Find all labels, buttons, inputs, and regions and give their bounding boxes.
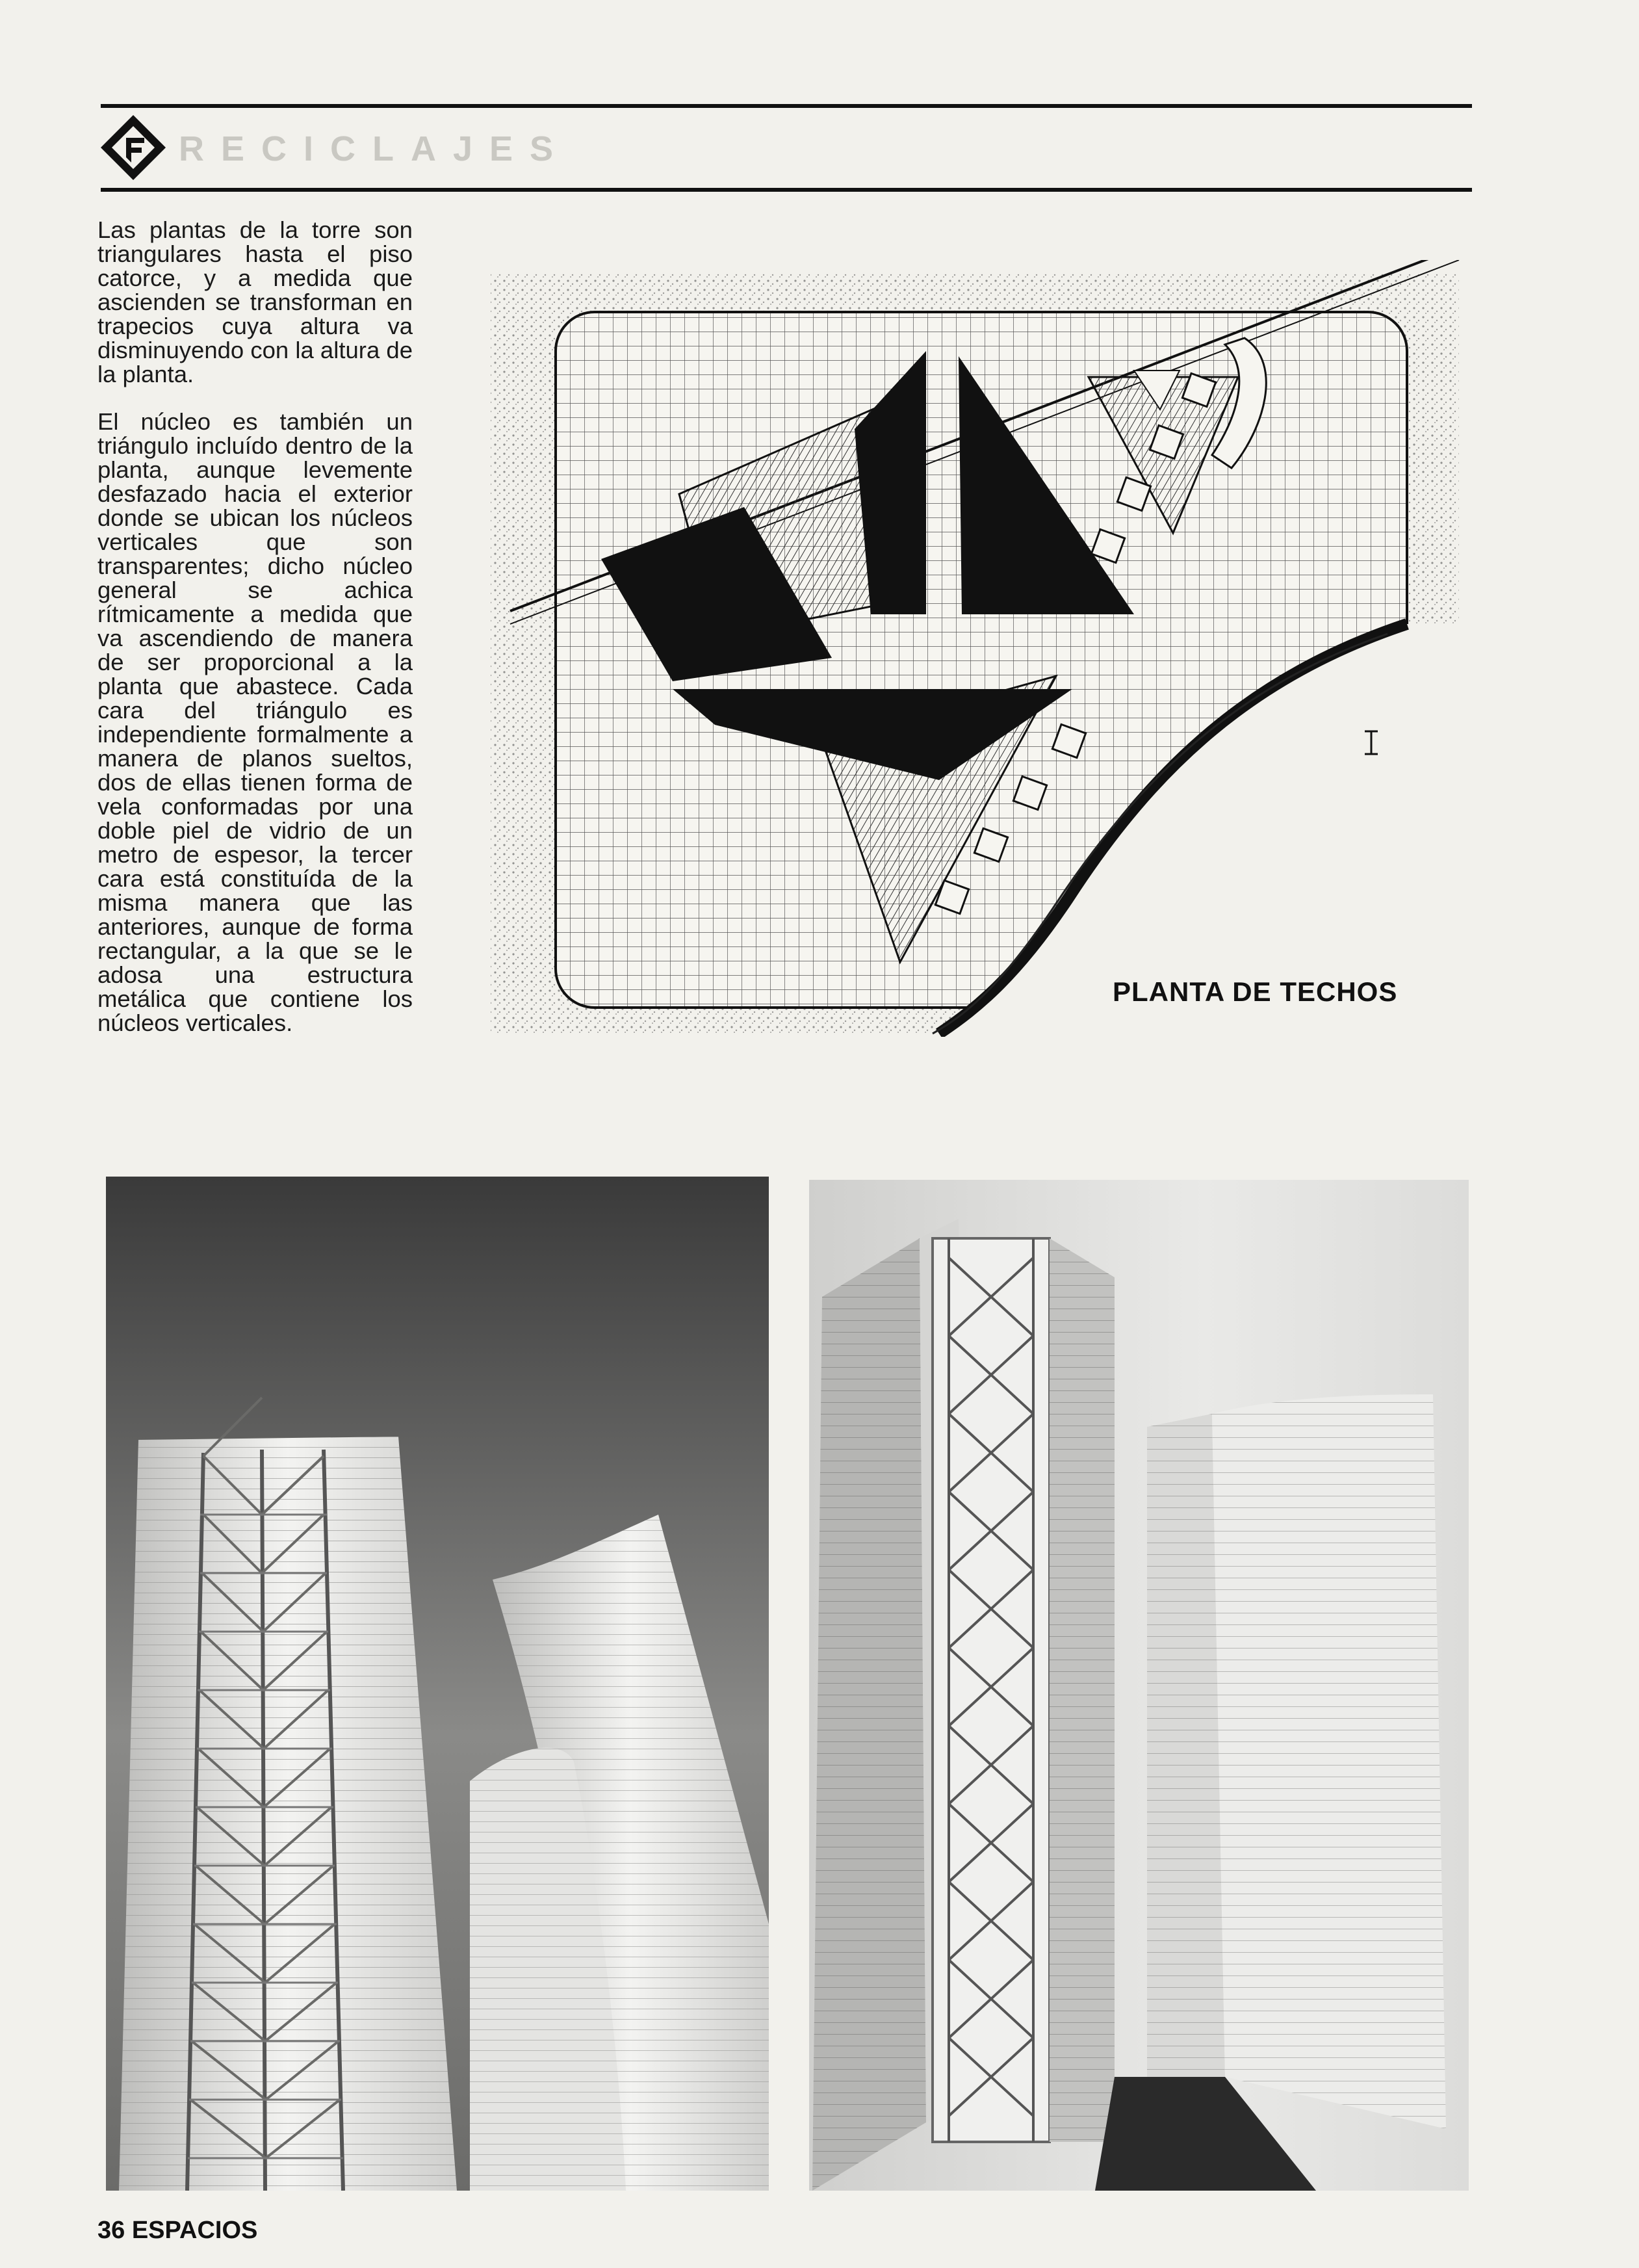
section-title: RECICLAJES	[179, 129, 571, 168]
article-body	[97, 218, 413, 1058]
model-photo-right	[809, 1180, 1469, 2191]
header-bottom-rule	[101, 188, 1472, 192]
article-paragraph: El núcleo es también un triángulo incluído dentro de la planta, aunque levemente desfazado hacia el exterior donde se ubican los núcleos verticales que son transparentes; dicho núcleo general se achica rítmicamente a medida que va ascendiendo de manera de ser proporcional a la planta que abastece. Cada cara del triángulo es independiente formalmente a manera de planos sueltos, dos de ellas tienen forma de vela conformadas por una doble piel de vidrio de un metro de espesor, la tercer cara está constituída de la misma manera que las anteriores, aunque de forma rectangular, a la que se le adosa una estructura metálica que contiene los núcleos verticales.	[97, 408, 413, 1036]
article-paragraph: Las plantas de la torre son triangulares hasta el piso catorce, y a medida que ascienden se transforman en trapecios cuya altura va disminuyendo con la altura de la planta.	[97, 216, 413, 387]
model-photo-left	[106, 1177, 769, 2191]
roof-plan-drawing	[484, 260, 1465, 1037]
page-footer: 36 ESPACIOS	[97, 2217, 258, 2244]
plan-caption: PLANTA DE TECHOS	[1113, 976, 1398, 1007]
header-top-rule	[101, 104, 1472, 108]
magazine-logo-icon	[97, 112, 169, 183]
